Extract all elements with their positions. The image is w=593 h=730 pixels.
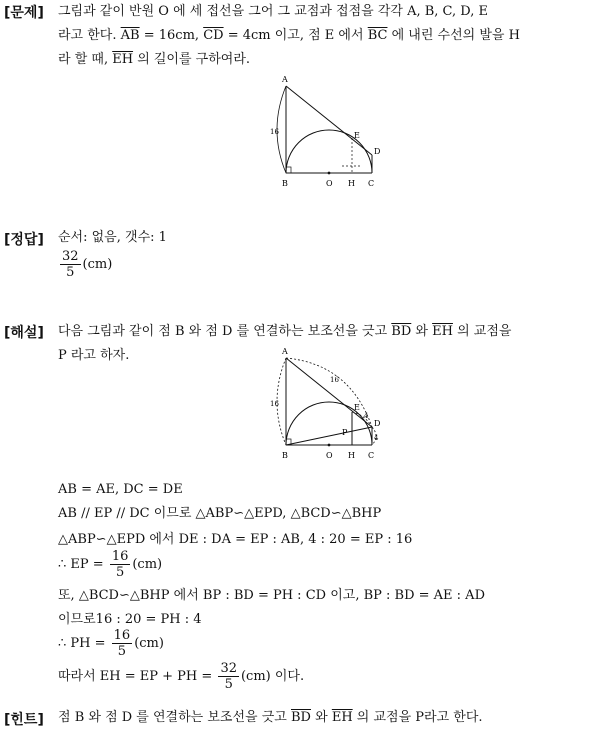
solution-step-1: AB = AE, DC = DE (58, 482, 183, 497)
solution-figure (260, 342, 390, 464)
fig2-label-e: E (354, 403, 360, 412)
solution-step-8: 따라서 EH = EP + PH = $\frac{32}{5}$ (cm) 이다. (58, 661, 305, 692)
solution-step-6: 이므로16 : 20 = PH : 4 (58, 612, 202, 627)
fig-label-e: E (354, 131, 360, 140)
answer-meta: 순서: 없음, 갯수: 1 (58, 230, 167, 245)
fig-label-b: B (282, 179, 288, 188)
fig2-length-ed: 4 (364, 412, 369, 420)
fig-label-o: O (326, 179, 333, 188)
fig-length-ab: 16 (270, 128, 279, 136)
solution-step-3: △ABP∽△EPD 에서 DE : DA = EP : AB, 4 : 20 = EP : 16 (58, 532, 413, 547)
answer-value: $\frac{32}{5}$ (cm) (62, 249, 113, 280)
fig2-label-h: H (348, 451, 355, 460)
fig2-label-d: D (374, 419, 381, 428)
solution-step-4: ∴ EP = $\frac{16}{5}$ (cm) (58, 549, 163, 580)
fig2-length-ae: 16 (330, 376, 339, 384)
fig2-label-o: O (326, 451, 333, 460)
solution-step-7: ∴ PH = $\frac{16}{5}$ (cm) (58, 628, 164, 659)
fig2-length-dc: 4 (374, 434, 379, 442)
solution-step-5: 또, △BCD∽△BHP 에서 BP : BD = PH : CD 이고, BP : BD = AE : AD (58, 588, 485, 603)
problem-label: [문제] (4, 5, 44, 21)
fig-label-d: D (374, 147, 381, 156)
hint-label: [힌트] (4, 712, 44, 728)
solution-intro-2: P 라고 하자. (58, 348, 130, 363)
solution-step-2: AB // EP // DC 이므로 △ABP∽△EPD, △BCD∽△BHP (58, 506, 382, 521)
solution-label: [해설] (4, 325, 44, 341)
fig2-label-b: B (282, 451, 288, 460)
answer-label: [정답] (4, 232, 44, 248)
hint-text: 점 B 와 점 D 를 연결하는 보조선을 긋고 $\overline{BD}$ 와 $\overline{EH}$ 의 교점을 P라고 한다. (58, 710, 483, 725)
fig-label-c: C (368, 179, 375, 188)
fig-label-h: H (348, 179, 355, 188)
problem-figure (260, 70, 390, 192)
fig-label-a: A (282, 75, 288, 84)
fig2-label-a: A (282, 347, 288, 356)
fig2-label-c: C (368, 451, 375, 460)
problem-text: 그림과 같이 반원 O 에 세 접선을 그어 그 교점과 접점을 각각 A, B, C, D, E 라고 한다. $\overline{AB} = 16cm$, $\overline{CD} = 4cm$ 이고, 점 E 에서 $\overline{BC}$ 에 내린 수선의 발을 H 라 할 때, $\overline{EH}$ 의 길이를 구하여라. (58, 4, 520, 67)
solution-intro-1: 다음 그림과 같이 점 B 와 점 D 를 연결하는 보조선을 긋고 $\overline{BD}$ 와 $\overline{EH}$ 의 교점을 (58, 324, 512, 339)
fig2-length-ab: 16 (270, 400, 279, 408)
fig2-label-p: P (342, 428, 348, 437)
